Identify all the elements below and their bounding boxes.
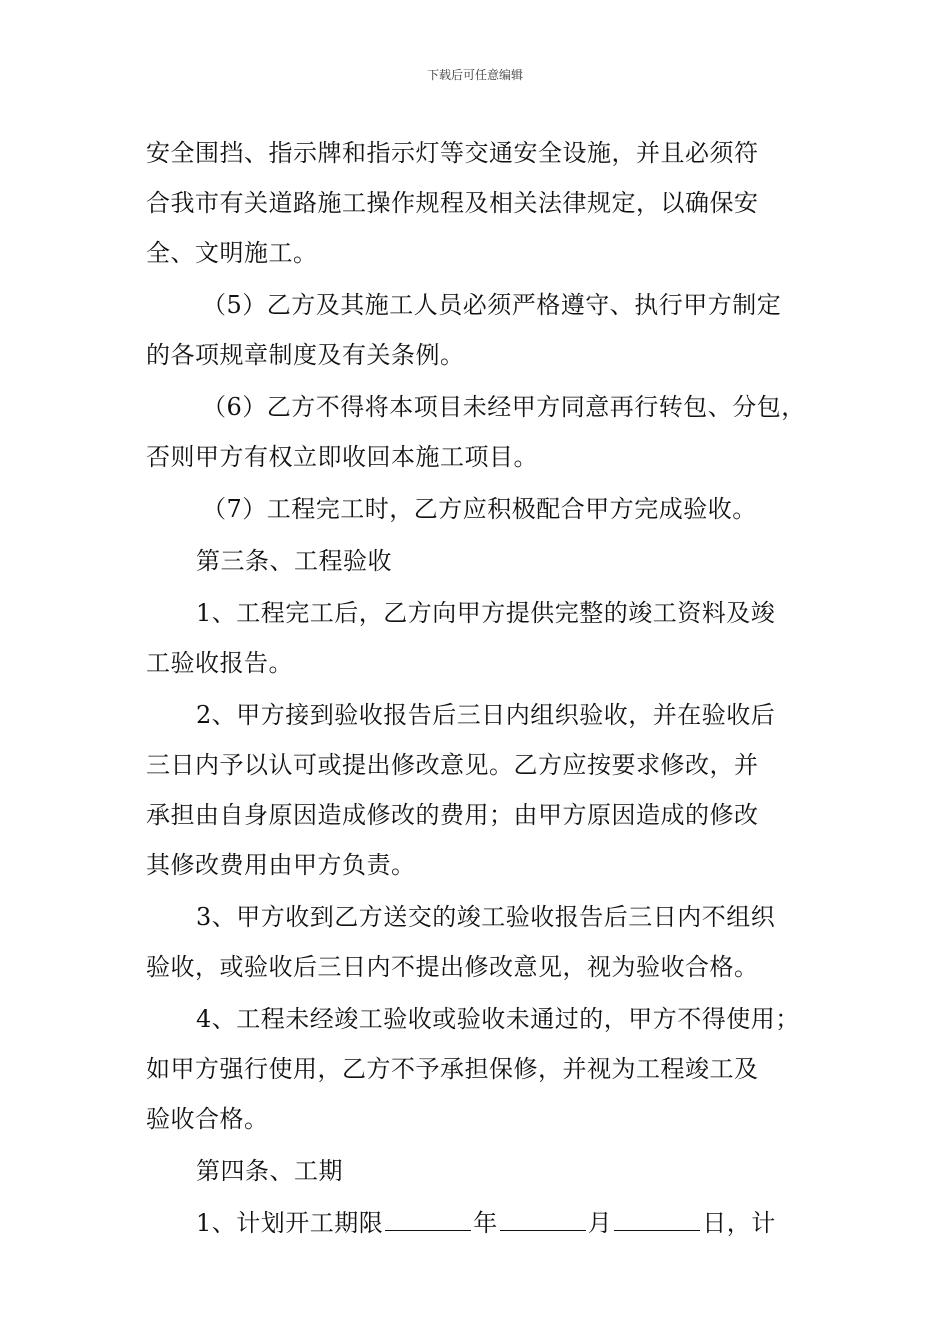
year-blank [385, 1202, 471, 1231]
section-heading: 第三条、工程验收 [196, 547, 392, 575]
text-line: 工验收报告。 [146, 649, 293, 677]
text-line: 验收，或验收后三日内不提出修改意见，视为验收合格。 [146, 953, 759, 981]
schedule-prefix: 1、计划开工期限 [196, 1209, 384, 1237]
text-line: 否则甲方有权立即收回本施工项目。 [146, 443, 538, 471]
text-line: （5）乙方及其施工人员必须严格遵守、执行甲方制定 [202, 291, 782, 319]
month-label: 月 [587, 1209, 613, 1237]
text-line: 4、工程未经竣工验收或验收未通过的，甲方不得使用； [196, 1005, 800, 1033]
section-heading: 第四条、工期 [196, 1157, 343, 1185]
text-line: 1、工程完工后，乙方向甲方提供完整的竣工资料及竣 [196, 599, 776, 627]
day-label: 日，计 [702, 1209, 776, 1237]
header-note: 下载后可任意编辑 [426, 68, 523, 82]
text-line: （7）工程完工时，乙方应积极配合甲方完成验收。 [202, 495, 757, 523]
text-line: 全、文明施工。 [146, 239, 318, 267]
text-line: 如甲方强行使用，乙方不予承担保修，并视为工程竣工及 [146, 1055, 759, 1083]
text-line: 三日内予以认可或提出修改意见。乙方应按要求修改，并 [146, 751, 759, 779]
schedule-line [146, 1198, 811, 1248]
text-line: （6）乙方不得将本项目未经甲方同意再行转包、分包， [202, 393, 806, 421]
text-line: 安全围挡、指示牌和指示灯等交通安全设施，并且必须符 [146, 139, 759, 167]
text-line: 其修改费用由甲方负责。 [146, 851, 416, 879]
text-line: 验收合格。 [146, 1105, 269, 1133]
text-line: 承担由自身原因造成修改的费用；由甲方原因造成的修改 [146, 801, 759, 829]
day-blank [614, 1202, 700, 1231]
month-blank [500, 1202, 586, 1231]
text-line: 2、甲方接到验收报告后三日内组织验收，并在验收后 [196, 701, 776, 729]
document-body [146, 128, 811, 1248]
text-line: 3、甲方收到乙方送交的竣工验收报告后三日内不组织 [196, 903, 776, 931]
text-line: 合我市有关道路施工操作规程及相关法律规定，以确保安 [146, 189, 759, 217]
year-label: 年 [473, 1209, 498, 1237]
text-line: 的各项规章制度及有关条例。 [146, 341, 465, 369]
